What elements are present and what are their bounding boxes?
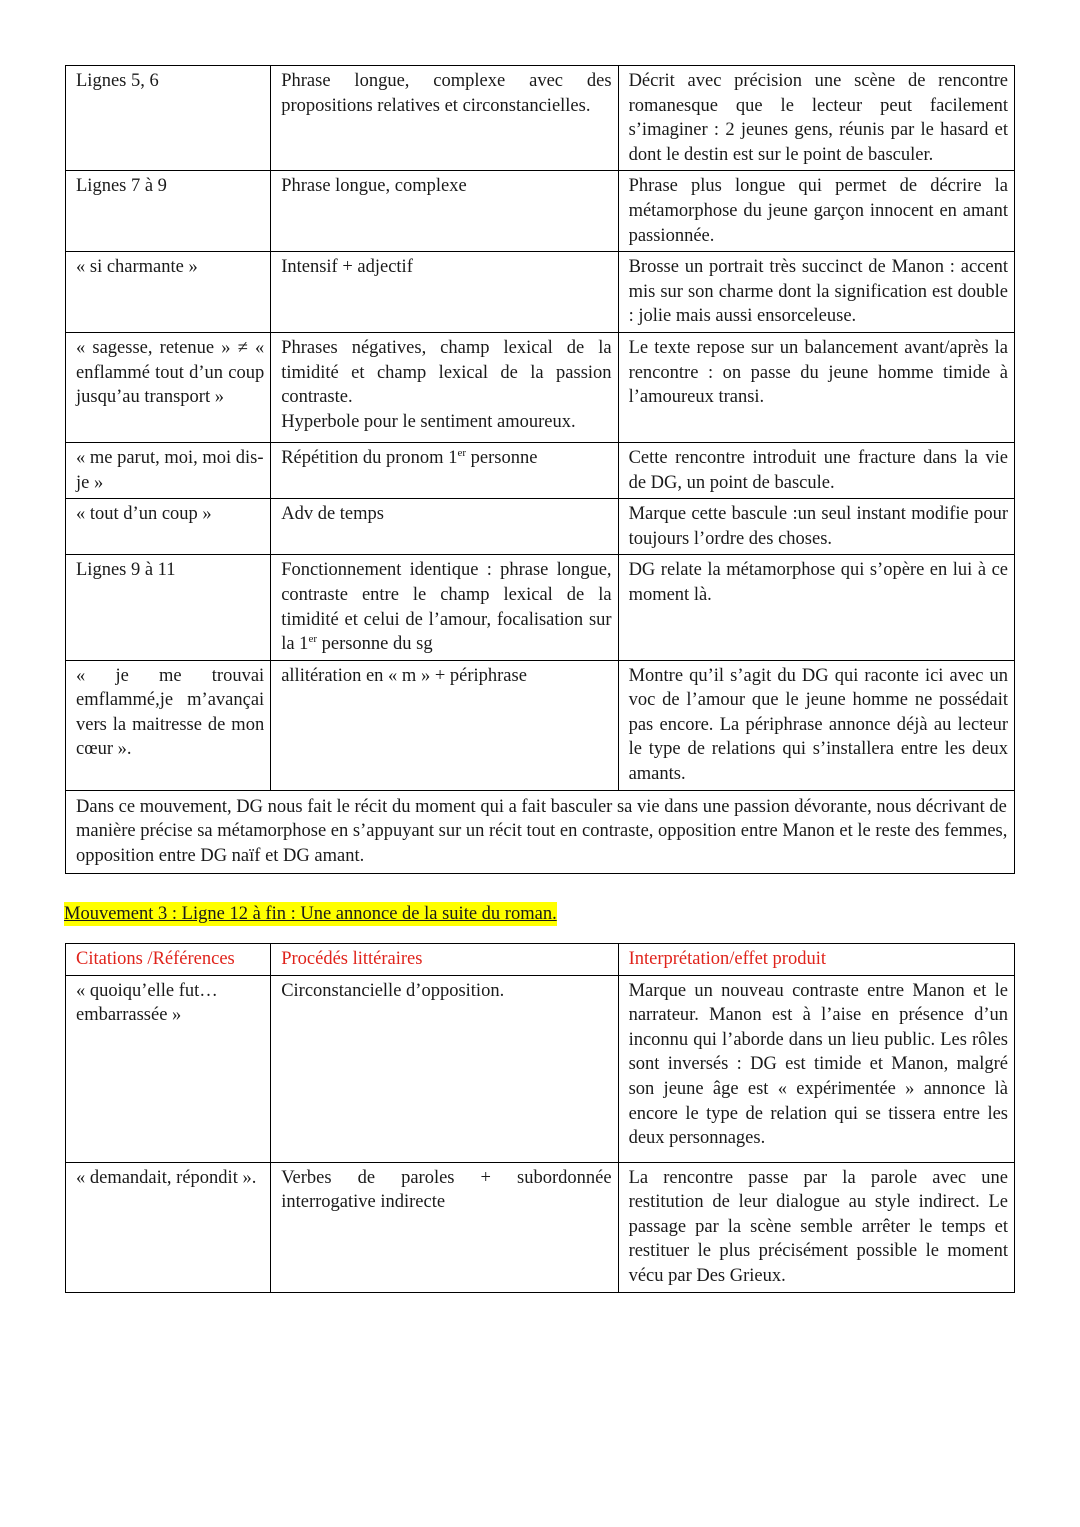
summary-row <box>66 790 1015 874</box>
procede-text: Répétition du pronom 1 <box>281 447 458 468</box>
effet-cell: Décrit avec précision une scène de rencontre romanesque que le lecteur peut facilement s’imaginer : 2 jeunes gens, réunis par le hasard et dont le destin est sur le point de basculer. <box>618 66 1014 171</box>
procede-text-2: Hyperbole pour le sentiment amoureux. <box>281 411 576 432</box>
procede-text: Phrases négatives, champ lexical de la timidité et champ lexical de la passion contraste. <box>281 337 612 408</box>
table-row <box>66 171 1015 252</box>
citation-cell: « je me trouvai emflammé,je m’avançai vers la maitresse de mon cœur ». <box>66 660 271 790</box>
table-row <box>66 555 1015 660</box>
movement-3-heading: Mouvement 3 : Ligne 12 à fin : Une annonce de la suite du roman. <box>64 904 557 924</box>
citation-cell: « sagesse, retenue » ≠ « enflammé tout d’un coup jusqu’au transport » <box>66 332 271 442</box>
citation-cell: Lignes 5, 6 <box>66 66 271 171</box>
effet-cell: Le texte repose sur un balancement avant/après la rencontre : on passe du jeune homme timide à l’amoureux transi. <box>618 332 1014 442</box>
procede-cell <box>271 442 618 498</box>
effet-cell: Marque un nouveau contraste entre Manon et le narrateur. Manon est à l’aise en présence d’un inconnu qui l’aborde dans un lieu public. Les rôles sont inversés : DG est timide et Manon, malgré son jeune âge est « expérimentée » annonce là encore le type de relation qui se tissera entre les deux personnages. <box>618 975 1014 1162</box>
effet-cell: La rencontre passe par la parole avec une restitution de leur dialogue au style indirect. Le passage par la scène semble arrêter le temps et restituer le plus précisément possible le moment vécu par Des Grieux. <box>618 1162 1014 1292</box>
table-row <box>66 499 1015 555</box>
procede-cell: Circonstancielle d’opposition. <box>271 975 618 1162</box>
effet-cell: Cette rencontre introduit une fracture dans la vie de DG, un point de bascule. <box>618 442 1014 498</box>
table-row <box>66 1162 1015 1292</box>
citation-cell: « tout d’un coup » <box>66 499 271 555</box>
effet-cell: Marque cette bascule :un seul instant modifie pour toujours l’ordre des choses. <box>618 499 1014 555</box>
superscript: er <box>308 632 317 645</box>
procede-text-end: personne <box>466 447 538 468</box>
citation-cell: Lignes 7 à 9 <box>66 171 271 252</box>
analysis-table-movement-2 <box>65 65 1015 874</box>
table-row <box>66 66 1015 171</box>
table-row <box>66 975 1015 1162</box>
citation-cell: « me parut, moi, moi dis-je » <box>66 442 271 498</box>
procede-text-end: personne du sg <box>316 634 433 655</box>
movement-summary: Dans ce mouvement, DG nous fait le récit du moment qui a fait basculer sa vie dans une passion dévorante, nous décrivant de manière précise sa métamorphose en s’appuyant sur un récit tout en contraste, opposition entre Manon et le reste des femmes, opposition entre DG naïf et DG amant. <box>66 790 1015 874</box>
table-header-row <box>66 944 1015 976</box>
procede-cell <box>271 555 618 660</box>
effet-cell: DG relate la métamorphose qui s’opère en lui à ce moment là. <box>618 555 1014 660</box>
effet-cell: Montre qu’il s’agit du DG qui raconte ici avec un voc de l’amour que le jeune homme ne possédait pas encore. La périphrase annonce déjà au lecteur le type de relations qui s’installera entre les deux amants. <box>618 660 1014 790</box>
citation-cell: Lignes 9 à 11 <box>66 555 271 660</box>
analysis-table-movement-3 <box>65 943 1015 1293</box>
citation-cell: « si charmante » <box>66 252 271 333</box>
procede-cell <box>271 332 618 442</box>
effet-cell: Brosse un portrait très succinct de Manon : accent mis sur son charme dont la signification est double : jolie mais aussi ensorceleuse. <box>618 252 1014 333</box>
column-header-citations: Citations /Références <box>66 944 271 976</box>
procede-cell: Adv de temps <box>271 499 618 555</box>
column-header-interpretation: Interprétation/effet produit <box>618 944 1014 976</box>
table-row <box>66 660 1015 790</box>
column-header-procedes: Procédés littéraires <box>271 944 618 976</box>
table-row <box>66 332 1015 442</box>
citation-cell: « demandait, répondit ». <box>66 1162 271 1292</box>
procede-cell: Intensif + adjectif <box>271 252 618 333</box>
procede-cell: Verbes de paroles + subordonnée interrogative indirecte <box>271 1162 618 1292</box>
effet-cell: Phrase plus longue qui permet de décrire la métamorphose du jeune garçon innocent en amant passionnée. <box>618 171 1014 252</box>
procede-text: Fonctionnement identique : phrase longue, contraste entre le champ lexical de la timidité et celui de l’amour, focalisation sur la 1 <box>281 560 612 655</box>
superscript: er <box>457 446 466 459</box>
procede-cell: Phrase longue, complexe <box>271 171 618 252</box>
procede-cell: allitération en « m » + périphrase <box>271 660 618 790</box>
table-row <box>66 252 1015 333</box>
citation-cell: « quoiqu’elle fut… embarrassée » <box>66 975 271 1162</box>
procede-cell: Phrase longue, complexe avec des propositions relatives et circonstancielles. <box>271 66 618 171</box>
table-row <box>66 442 1015 498</box>
